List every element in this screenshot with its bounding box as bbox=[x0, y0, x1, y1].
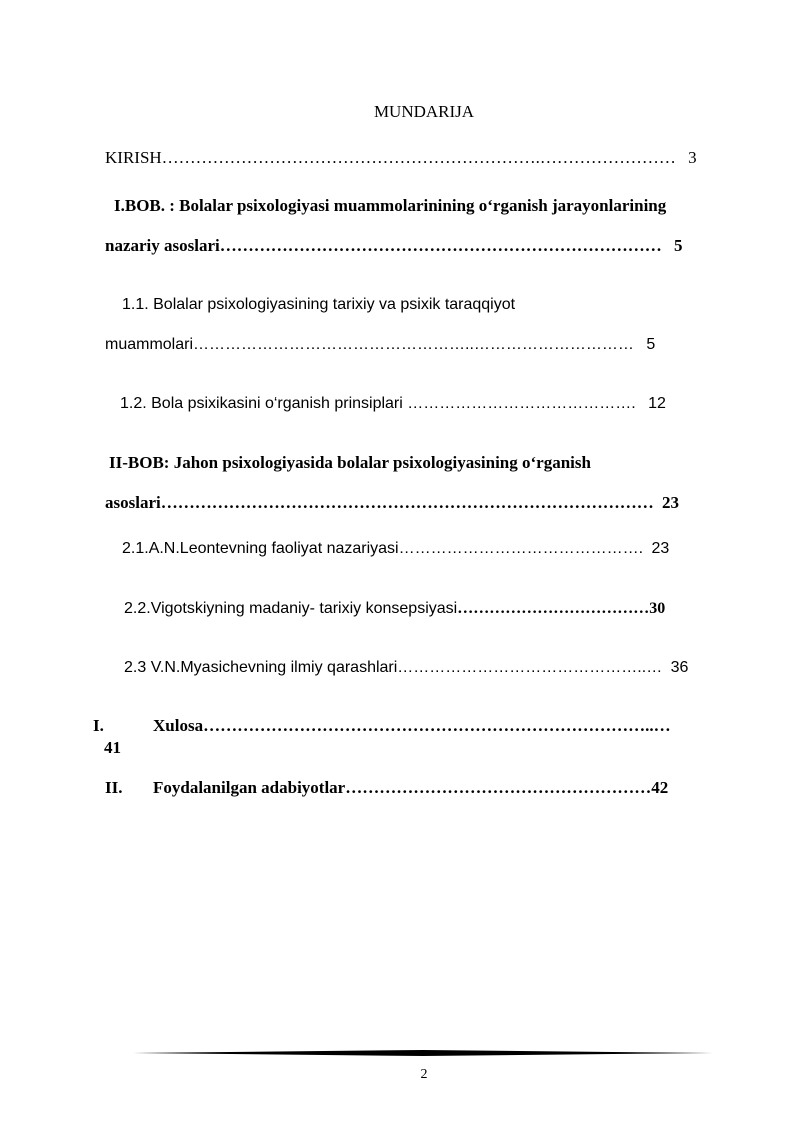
toc-entry-1-1-line1: 1.1. Bolalar psixologiyasining tarixiy va psixik taraqqiyot bbox=[122, 296, 516, 313]
toc-entry-text: 1.2. Bola psixikasini o‘rganish prinsiplari ……………………………………. bbox=[120, 395, 636, 412]
toc-page-number: 42 bbox=[651, 778, 669, 797]
toc-page-number: 5 bbox=[646, 336, 656, 353]
toc-page-number: 36 bbox=[670, 659, 689, 676]
page-number: 2 bbox=[420, 1067, 428, 1082]
toc-page-number: 23 bbox=[661, 493, 679, 512]
toc-page-number: 30 bbox=[649, 600, 666, 617]
toc-page-number: 23 bbox=[651, 540, 670, 557]
toc-entry-text: KIRISH………………………………………………………….…………………… bbox=[105, 148, 676, 167]
toc-entry-text: 2.3 V.N.Myasichevning ilmiy qarashlari………………………………………..… bbox=[124, 659, 663, 676]
toc-entry-2-1 bbox=[122, 540, 669, 558]
toc-entry-xulosa-number: I. bbox=[93, 716, 104, 735]
toc-page-number: 12 bbox=[648, 395, 666, 412]
toc-entry-1-1-line2 bbox=[105, 336, 655, 354]
toc-entry-xulosa: Xulosa……………………………………………………………………..… bbox=[153, 716, 671, 735]
toc-page-number: 5 bbox=[674, 236, 683, 255]
toc-entry-foydalanilgan bbox=[153, 778, 668, 798]
footer-divider bbox=[133, 1050, 713, 1056]
toc-entry-text: 2.2.Vigotskiyning madaniy- tarixiy konsepsiyasi bbox=[124, 600, 458, 617]
toc-entry-text: Foydalanilgan adabiyotlar……………………………………………… bbox=[153, 778, 652, 797]
toc-entry-kirish bbox=[105, 148, 697, 168]
toc-entry-2-3 bbox=[124, 659, 688, 677]
toc-entry-bob1-line2 bbox=[105, 236, 683, 256]
toc-entry-bob2-line1: II-BOB: Jahon psixologiyasida bolalar psixologiyasining o‘rganish bbox=[109, 453, 591, 472]
toc-entry-2-2 bbox=[124, 600, 665, 618]
toc-entry-dots: ……………………………… bbox=[457, 600, 650, 617]
document-title: MUNDARIJA bbox=[373, 102, 475, 121]
toc-entry-text: 2.1.A.N.Leontevning faoliyat nazariyasi………………………………………. bbox=[122, 540, 644, 557]
toc-entry-text: muammolari……………………………………………..………………………… bbox=[105, 336, 634, 353]
toc-entry-bob1-line1: I.BOB. : Bolalar psixologiyasi muammolarinining o‘rganish jarayonlarining bbox=[114, 196, 667, 215]
toc-page-number-xulosa: 41 bbox=[104, 738, 121, 757]
toc-entry-text: nazariy asoslari…………………………………………………………………… bbox=[105, 236, 662, 255]
toc-entry-text: asoslari…………………………………………………………………………… bbox=[105, 493, 654, 512]
toc-page-number: 3 bbox=[688, 148, 697, 167]
toc-entry-bob2-line2 bbox=[105, 493, 679, 513]
toc-entry-1-2 bbox=[120, 395, 666, 413]
toc-entry-foydalanilgan-number: II. bbox=[105, 778, 123, 797]
